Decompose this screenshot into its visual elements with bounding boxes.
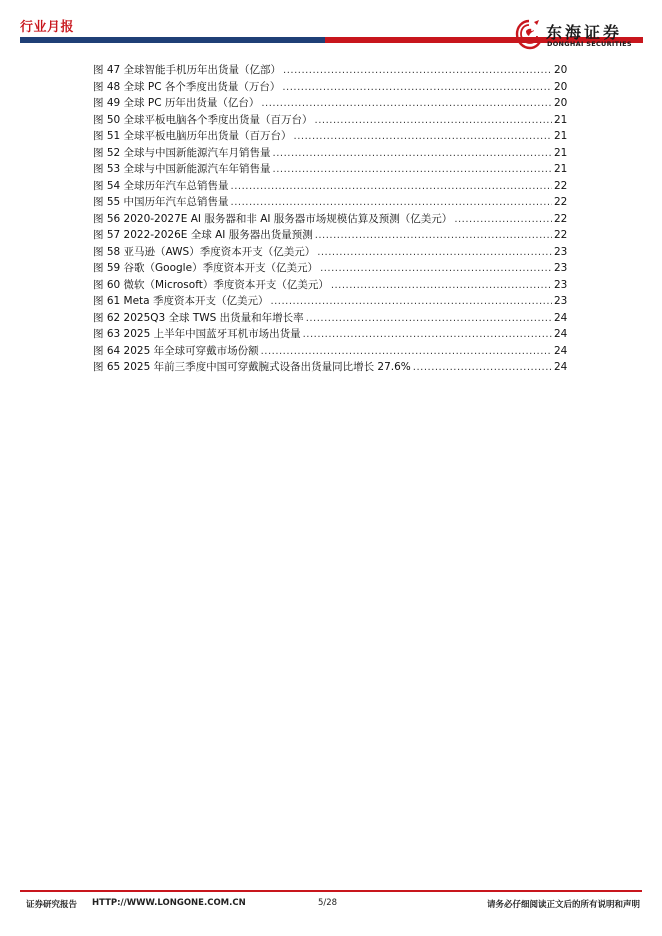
toc-entry-label: 图 55 中国历年汽车总销售量 <box>93 196 229 208</box>
toc-entry-label: 图 62 2025Q3 全球 TWS 出货量和年增长率 <box>93 311 304 324</box>
toc-entry[interactable] <box>93 79 567 96</box>
toc-entry-label: 图 60 微软（Microsoft）季度资本开支（亿美元） <box>93 278 329 291</box>
logo-name-en: DONGHAI SECURITIES <box>547 40 632 48</box>
toc-entry-label: 图 65 2025 年前三季度中国可穿戴腕式设备出货量同比增长 27.6% <box>93 361 411 373</box>
toc-entry-page: 23 <box>554 245 567 258</box>
toc-entry[interactable] <box>93 359 567 376</box>
toc-entry-page: 24 <box>554 311 567 324</box>
dragon-logo-icon <box>514 18 544 52</box>
toc-entry-page: 20 <box>554 80 567 93</box>
toc-entry-label: 图 49 全球 PC 历年出货量（亿台） <box>93 97 260 109</box>
toc-dot-leader <box>303 327 552 343</box>
toc-dot-leader <box>231 179 552 195</box>
toc-entry-page: 21 <box>554 113 567 126</box>
toc-dot-leader <box>331 278 552 294</box>
footer-report-label: 证券研究报告 <box>26 900 78 910</box>
toc-entry[interactable] <box>93 293 567 310</box>
toc-entry[interactable] <box>93 244 567 261</box>
toc-dot-leader <box>283 63 552 79</box>
toc-entry-page: 24 <box>554 361 567 373</box>
toc-entry-label: 图 47 全球智能手机历年出货量（亿部） <box>93 64 282 76</box>
footer-website-link[interactable]: HTTP://WWW.LONGONE.COM.CN <box>92 898 246 908</box>
toc-dot-leader <box>413 360 552 376</box>
toc-dot-leader <box>306 311 552 327</box>
toc-entry-label: 图 59 谷歌（Google）季度资本开支（亿美元） <box>93 262 319 274</box>
toc-entry[interactable] <box>93 145 567 162</box>
footer-disclaimer: 请务必仔细阅读正文后的所有说明和声明 <box>486 900 640 910</box>
toc-entry-page: 22 <box>554 212 567 225</box>
toc-entry[interactable] <box>93 95 567 112</box>
toc-entry-page: 22 <box>554 229 567 241</box>
toc-dot-leader <box>282 80 552 96</box>
toc-entry-page: 22 <box>554 196 567 208</box>
toc-entry-label: 图 52 全球与中国新能源汽车月销售量 <box>93 146 271 159</box>
toc-dot-leader <box>317 245 552 261</box>
toc-entry-label: 图 51 全球平板电脑历年出货量（百万台） <box>93 130 292 142</box>
toc-entry[interactable] <box>93 211 567 228</box>
toc-entry-label: 图 58 亚马逊（AWS）季度资本开支（亿美元） <box>93 245 316 258</box>
figure-list <box>93 62 567 376</box>
toc-entry-page: 21 <box>554 146 567 159</box>
toc-entry-page: 22 <box>554 179 567 192</box>
toc-entry[interactable] <box>93 277 567 294</box>
toc-entry[interactable] <box>93 194 567 211</box>
toc-entry-page: 24 <box>554 328 567 340</box>
report-type-title: 行业月报 <box>20 20 75 35</box>
toc-entry-label: 图 54 全球历年汽车总销售量 <box>93 179 229 192</box>
toc-dot-leader <box>273 162 552 178</box>
footer-page-number: 5/28 <box>318 898 338 908</box>
toc-entry-page: 23 <box>554 295 567 307</box>
toc-entry[interactable] <box>93 62 567 79</box>
toc-entry[interactable] <box>93 112 567 129</box>
toc-dot-leader <box>270 294 552 310</box>
toc-entry[interactable] <box>93 310 567 327</box>
toc-entry[interactable] <box>93 178 567 195</box>
toc-entry[interactable] <box>93 260 567 277</box>
toc-entry[interactable] <box>93 326 567 343</box>
toc-entry-page: 24 <box>554 344 567 357</box>
toc-entry[interactable] <box>93 128 567 145</box>
toc-entry[interactable] <box>93 161 567 178</box>
toc-entry-label: 图 64 2025 年全球可穿戴市场份额 <box>93 344 259 357</box>
toc-entry-label: 图 50 全球平板电脑各个季度出货量（百万台） <box>93 113 313 126</box>
toc-dot-leader <box>320 261 552 277</box>
company-logo <box>514 18 644 52</box>
toc-entry-label: 图 56 2020-2027E AI 服务器和非 AI 服务器市场规模估算及预测（亿美元） <box>93 212 453 225</box>
toc-entry[interactable] <box>93 343 567 360</box>
toc-entry[interactable] <box>93 227 567 244</box>
toc-dot-leader <box>261 96 552 112</box>
toc-dot-leader <box>231 195 552 211</box>
toc-entry-page: 20 <box>554 97 567 109</box>
toc-entry-label: 图 57 2022-2026E 全球 AI 服务器出货量预测 <box>93 229 313 241</box>
toc-dot-leader <box>315 113 552 129</box>
toc-entry-page: 21 <box>554 163 567 175</box>
toc-entry-page: 21 <box>554 130 567 142</box>
header-divider-navy <box>20 37 325 43</box>
toc-dot-leader <box>454 212 552 228</box>
toc-entry-label: 图 61 Meta 季度资本开支（亿美元） <box>93 295 269 307</box>
toc-entry-label: 图 48 全球 PC 各个季度出货量（万台） <box>93 80 281 93</box>
toc-entry-label: 图 63 2025 上半年中国蓝牙耳机市场出货量 <box>93 328 301 340</box>
toc-dot-leader <box>273 146 552 162</box>
toc-dot-leader <box>261 344 552 360</box>
toc-dot-leader <box>315 228 552 244</box>
toc-entry-page: 23 <box>554 262 567 274</box>
toc-entry-page: 20 <box>554 64 567 76</box>
toc-entry-page: 23 <box>554 278 567 291</box>
footer-divider <box>20 890 642 892</box>
logo-name-cn: 东海证券 <box>546 23 623 42</box>
toc-entry-label: 图 53 全球与中国新能源汽车年销售量 <box>93 163 271 175</box>
toc-dot-leader <box>294 129 552 145</box>
